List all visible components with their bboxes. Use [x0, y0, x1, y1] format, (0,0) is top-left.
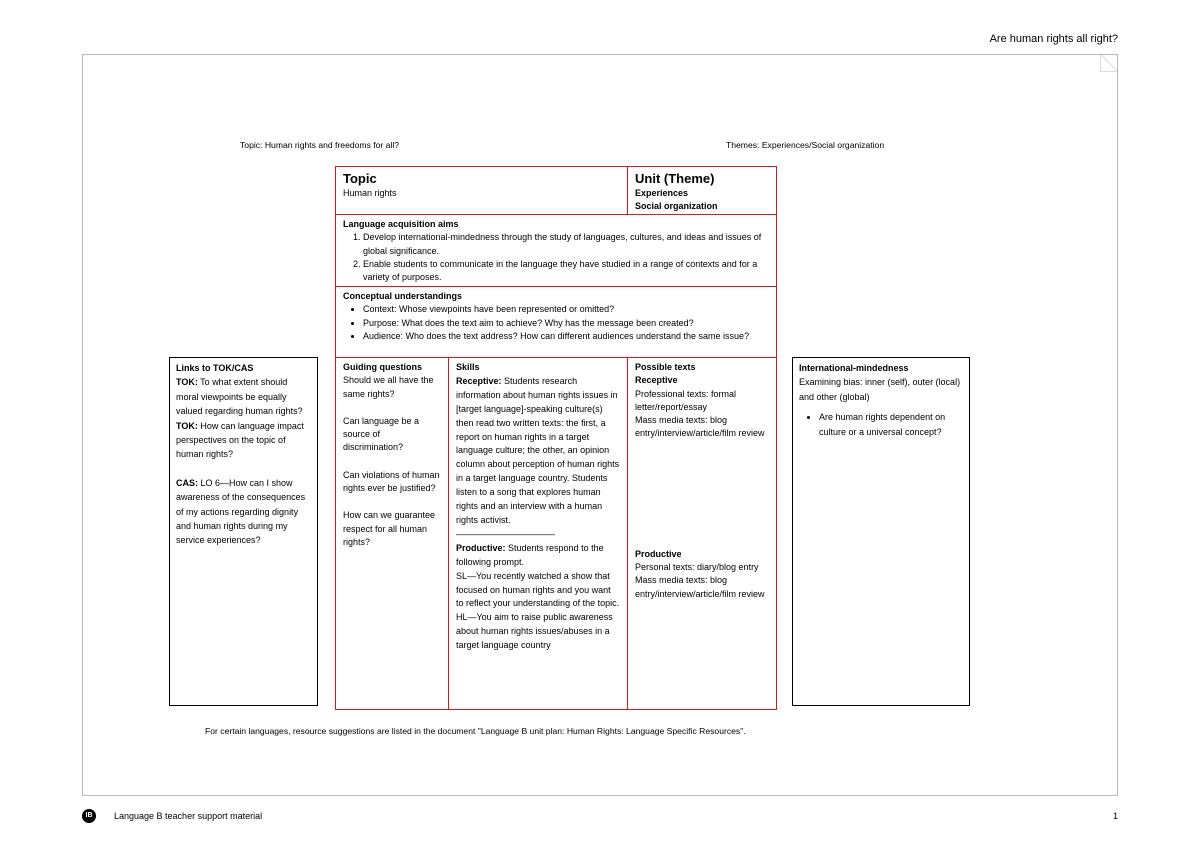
- guiding-heading: Guiding questions: [343, 362, 422, 372]
- guiding-question: How can we guarantee respect for all human rights?: [343, 510, 436, 547]
- resource-note: For certain languages, resource suggestions are listed in the document "Language B unit plan: Human Rights: Language Specific Resources".: [205, 726, 746, 736]
- skills-receptive-label: Receptive:: [456, 375, 502, 386]
- texts-receptive-item: Mass media texts: blog entry/interview/article/film review: [635, 415, 765, 439]
- topic-label: Topic: Human rights and freedoms for all?: [240, 140, 400, 150]
- page-number: 1: [1112, 811, 1118, 821]
- texts-receptive-item: Professional texts: formal letter/report/essay: [635, 388, 737, 412]
- ib-logo: IB: [82, 809, 96, 823]
- skills-cell: [449, 358, 627, 710]
- skills-heading: Skills: [456, 362, 480, 372]
- tok-label: TOK:: [176, 420, 198, 431]
- skills-sl: SL—You recently watched a show that focused on human rights and you want to reflect your understanding of the topic.: [456, 570, 620, 609]
- skills-receptive-text: Students research information about human rights issues in [target language]-speaking culture(s) then read two written texts: the first, a report on human rights in a target language culture; the other, an opinion column about perception of human rights in a target language country. Students listen to a song that explores human rights and an interview with a human rights activist.: [456, 375, 620, 525]
- aim-item: 1. Develop international-mindedness through the study of languages, cultures, and ideas and issues of global significance.: [363, 231, 769, 258]
- intl-heading: International-mindedness: [799, 363, 909, 373]
- texts-receptive-heading: Receptive: [635, 375, 678, 386]
- skills-productive-text: Students respond to the following prompt.: [456, 542, 604, 567]
- conceptual-item: • Purpose: What does the text aim to achieve? Why has the message been created?: [363, 317, 769, 330]
- guiding-question: Should we all have the same rights?: [343, 375, 434, 399]
- tok-label: TOK:: [176, 377, 198, 388]
- conceptual-item: • Context: Whose viewpoints have been represented or omitted?: [363, 303, 769, 316]
- conceptual-item: • Audience: Who does the text address? How can different audiences understand the same issue?: [363, 330, 769, 343]
- tok-cas-box: [169, 357, 318, 706]
- topic-heading: Topic: [343, 171, 377, 186]
- aim-item: 2. Enable students to communicate in the language they have studied in a range of contexts and for a variety of purposes.: [363, 258, 769, 285]
- aims-cell: [336, 215, 776, 286]
- texts-productive-heading: Productive: [635, 548, 682, 559]
- guiding-question: Can language be a source of discrimination?: [343, 415, 420, 453]
- unit-heading: Unit (Theme): [635, 171, 715, 186]
- cas-text: LO 6—How can I show awareness of the consequences of my actions regarding dignity and human rights during my service experiences?: [176, 477, 306, 546]
- tok-question: To what extent should moral viewpoints be equally valued regarding human rights?: [176, 377, 303, 417]
- document-title: Are human rights all right?: [989, 33, 1118, 45]
- themes-label: Themes: Experiences/Social organization: [726, 140, 885, 150]
- skills-productive-label: Productive:: [456, 542, 506, 553]
- texts-heading: Possible texts: [635, 362, 696, 372]
- aims-heading: Language acquisition aims: [343, 219, 459, 229]
- footer: [82, 808, 1118, 826]
- conceptual-heading: Conceptual understandings: [343, 291, 463, 301]
- cas-label: CAS:: [176, 477, 198, 488]
- possible-texts-cell: [628, 358, 776, 710]
- skills-hl: HL—You aim to raise public awareness about human rights issues/abuses in a target language country: [456, 612, 613, 651]
- topic-value: Human rights: [343, 188, 397, 198]
- tok-heading: Links to TOK/CAS: [176, 363, 254, 373]
- guiding-question: Can violations of human rights ever be justified?: [343, 469, 440, 494]
- guiding-questions-cell: [336, 358, 448, 710]
- conceptual-cell: [336, 287, 776, 357]
- intl-text: Examining bias: inner (self), outer (local) and other (global): [799, 377, 961, 402]
- footer-text: Language B teacher support material: [114, 811, 263, 821]
- unit-value: Experiences: [635, 188, 689, 198]
- texts-productive-item: Personal texts: diary/blog entry: [635, 562, 759, 573]
- tok-question: How can language impact perspectives on the topic of human rights?: [176, 420, 304, 460]
- intl-bullet: • Are human rights dependent on culture or a universal concept?: [819, 410, 963, 439]
- page-fold-corner: [1100, 54, 1118, 72]
- texts-productive-item: Mass media texts: blog entry/interview/article/film review: [635, 575, 765, 599]
- skills-divider: ———————————: [456, 528, 555, 539]
- unit-plan-table: [335, 166, 777, 710]
- international-mindedness-box: [792, 357, 970, 706]
- unit-value: Social organization: [635, 201, 718, 212]
- unit-cell: [628, 167, 776, 214]
- topic-cell: [336, 167, 627, 214]
